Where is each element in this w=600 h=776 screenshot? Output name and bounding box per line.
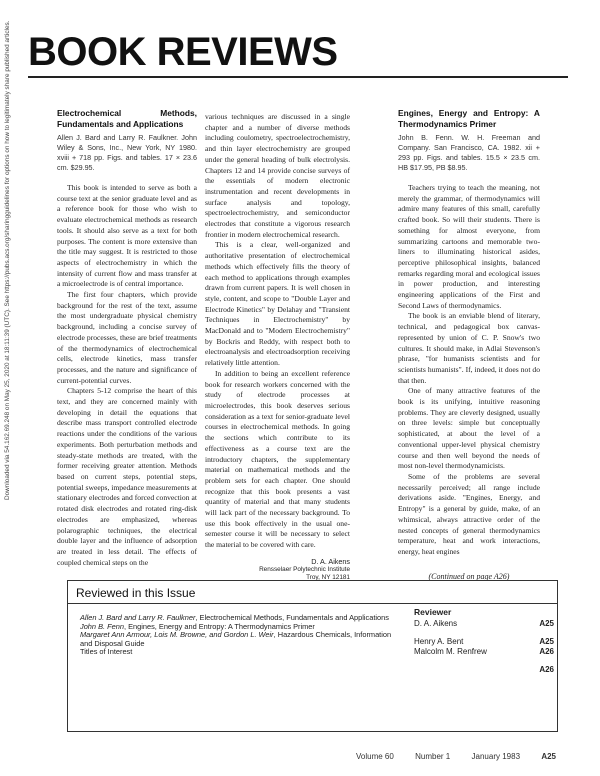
reviewer-row [414,637,554,647]
review-2-paragraph: Some of the problems are several necessarily perceived; all range include derivations aside. "Engines, Energy, and Entropy" is a general by guide, make, of an whimsical, always attractive order of the nested concepts of general thermodynamics temperature, heat and work interactions, energy, heat engines [398,471,540,556]
column-2 [205,112,350,583]
entry-authors: John B. Fenn [80,621,124,631]
review-1-paragraph: This is a clear, well-organized and authoritative presentation of electrochemical methods which effectively fills the theory of each method to applications through examples drawn from current papers. It is well chosen in style, content, and scope to "Double Layer and Electrode Kinetics" by Delahay and "Transient Techniques in Electrochemistry" by MacDonald and to "Modern Electrochemistry" by Bockris and Reddy, with respect both to electroanalysis and electroadsorption receiving relatively little attention. [205,240,350,368]
column-1 [57,108,197,568]
download-notice [2,20,32,500]
page-number: A26 [539,665,554,674]
reviewer-affiliation: Rensselaer Polytechnic Institute [259,565,350,573]
page-number: A26 [539,647,554,656]
list-item [80,631,400,648]
reviewer-name: D. A. Aikens [311,556,350,566]
continued-note: (Continued on page A26) [428,571,510,581]
footer-page-number: A25 [541,752,556,761]
page-footer [356,752,556,761]
review-2-paragraph: One of many attractive features of the book is its unifying, intuitive reasoning problems. They are cleverly designed, usually on three levels: simple but conceptually sophisticated, at about the level of a conventional upper-level physical chemistry course and then well beyond the needs of most non-level thermodynamicists. [398,386,540,471]
review-2-paragraph: The book is an enviable blend of literary, technical, and pedagogical box canvas-represented by union of C. P. Snow's two cultures. It should make, in Adlai Stevenson's phrase, "for humanists scientists and for scientists humanists". If, indeed, it does not do that then. [398,311,540,385]
review-2-paragraph: Teachers trying to teach the meaning, not merely the grammar, of thermodynamics will admire many features of this small, carefully crafted book. So will their students. There is something for almost everyone, from summarizing cartoons and memorable two-liners to illuminating historical asides, perceptive philosophical insights, balanced remarks regarding moral and ecological issues in power production, and interesting engineering applications of the First and Second Laws of thermodynamics. [398,183,540,310]
reviewer-name: Malcolm M. Renfrew [414,647,487,656]
box-divider [68,603,557,604]
reviewer-row [414,647,554,657]
review-1-paragraph: Chapters 5-12 comprise the heart of this text, and they are concerned mainly with developing in detail the equations that describe mass transport controlled electrode reactions under the conditions of the various experiments. Both perturbation methods and steady-state methods are treated, with the former receiving greater attention. Methods based on current steps, potential steps, potential sweeps, impedance measurements at stationary electrodes and forced convection at rotated disk electrodes and rotated ring-disk electrodes are emphasized, whereas polarographic techniques, the electrical double layer and the influence of adsorption are treated in less detail. The effects of coupled chemical steps on the [57,386,197,567]
reviewer-heading: Reviewer [414,607,452,617]
review-1-paragraph: In addition to being an excellent reference book for research workers concerned with the study of electrode processes at microelectrodes, this book deserves serious consideration as a text for senior-graduate level courses in electrochemical methods. In going the sections which contribute to its effectiveness as a course text are the introductory chapters, the supplementary material on mathematical methods and the problem sets for each chapter. One should recognize that this book presents a vast quantity of material and that many students will lack part of the necessary background. To use this book effectively in the usual one-semester course it will be necessary to select the material to be covered with care. [205,368,350,550]
footer-volume: Volume 60 [356,752,394,761]
review-1-title: Electrochemical Methods, Fundamentals and Applications [57,108,197,129]
page-number: A25 [539,619,554,628]
reviewer-signature [205,557,350,583]
reviewer-name: Henry A. Bent [414,637,464,646]
review-1-paragraph: This book is intended to serve as both a course text at the senior graduate level and as a reference book for those who wish to evaluate electrochemical methods as research tools. It should also serve as a text for both purposes. The content is more extensive than the title may suggest. It is restricted to those aspects of electrochemistry in which the intensity of current flow and mass transfer at a microelectrode is of central importance. [57,183,197,289]
reviewer-name: D. A. Aikens [414,619,458,628]
entry-authors: Margaret Ann Armour, Lois M. Browne, and Gordon L. Weir [80,630,274,640]
reviewer-address: Troy, NY 12181 [306,574,350,582]
download-notice-text: Downloaded via 54.162.69.248 on May 25, 2020 at 18:11:39 (UTC). See https://pubs.acs.org/sharingguidelines for options on how to legitimately share published articles. [4,20,11,500]
section-title: BOOK REVIEWS [28,30,338,74]
footer-number: Number 1 [415,752,451,761]
entry-title: Titles of Interest [80,647,133,657]
reviewed-in-issue-box [67,580,558,732]
header-divider [28,76,568,78]
review-2-title: Engines, Energy and Entropy: A Thermodynamics Primer [398,108,540,129]
review-1-citation: Allen J. Bard and Larry R. Faulkner. John Wiley & Sons, Inc., New York, NY 1980. xviii + 718 pp. Figs. and tables. 17 × 23.6 cm. $29.95. [57,133,197,172]
entry-authors: Allen J. Bard and Larry R. Faulkner [80,613,196,622]
page-number: A25 [539,637,554,646]
entry-title: , Engines, Energy and Entropy: A Thermodynamics Primer [123,621,315,631]
reviewer-row [414,619,554,629]
reviewer-row [414,665,554,675]
review-1-paragraph: various techniques are discussed in a single chapter and a number of diverse methods including coulometry, spectroelectrochemistry, and thin layer electrochemistry are grouped under the general heading of bulk electrolysis. Chapters 12 and 14 provide concise surveys of the essentials of modern electronic instrumentation and recent developments in surface analysis and topology, spectroelectrochemistry, and semiconductor electrodes that constitute a vigorous research frontier in modern electrochemical research. [205,112,350,239]
box-heading: Reviewed in this Issue [76,586,196,600]
reviewed-titles-list [80,614,400,657]
review-2-citation: John B. Fenn. W. H. Freeman and Company. San Francisco, CA. 1982. xii + 293 pp. Figs. and tables. 15.5 × 23.5 cm. HB $17.95, PB $8.95. [398,133,540,172]
entry-title: , Hazardous Chemicals, Information and Disposal Guide [80,630,392,648]
footer-date: January 1983 [471,752,521,761]
list-item [80,648,400,657]
review-1-paragraph: The first four chapters, which provide background for the rest of the text, assume the most undergraduate physical chemistry background, including a concise survey of electrode processes, these are brief treatments of the thermodynamics of electrochemical cells, electrode kinetics, mass transfer processes, and the nature and significance of current-potential curves. [57,290,197,385]
entry-title: , Electrochemical Methods, Fundamentals and Applications [195,613,389,622]
column-3 [398,108,540,582]
reviewers-list [414,607,554,675]
